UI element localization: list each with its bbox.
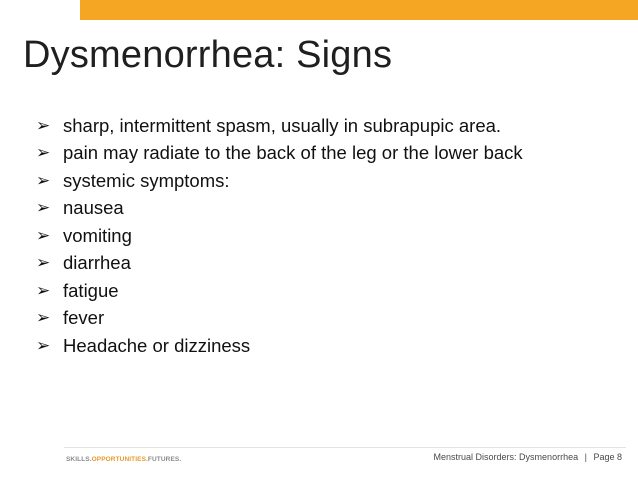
logo-text-skills: SKILLS. [66,455,92,463]
arrow-bullet-icon: ➢ [36,335,51,355]
footer-divider [64,447,626,448]
bullet-text: systemic symptoms: [63,169,230,191]
slide-title: Dysmenorrhea: Signs [23,34,393,76]
bullet-list [36,112,523,360]
bullet-item [36,277,523,305]
footer-separator: | [584,452,587,462]
top-accent-band [80,0,638,20]
bullet-text: pain may radiate to the back of the leg or the lower back [63,142,523,164]
bullet-text: diarrhea [63,252,131,274]
footer-topic: Menstrual Disorders: Dysmenorrhea [433,452,579,462]
arrow-bullet-icon: ➢ [36,198,51,218]
bullet-text: vomiting [63,224,132,246]
arrow-bullet-icon: ➢ [36,253,51,273]
bullet-text: fever [63,307,105,329]
arrow-bullet-icon: ➢ [36,308,51,328]
bullet-item [36,332,523,360]
bullet-text: Headache or dizziness [63,334,251,356]
logo-text-opportunities: OPPORTUNITIES. [91,455,148,463]
logo-text-futures: FUTURES. [147,455,182,463]
arrow-bullet-icon: ➢ [36,225,51,245]
bullet-item [36,167,523,195]
bullet-item [36,112,523,140]
footer-logo [66,452,181,466]
arrow-bullet-icon: ➢ [36,115,51,135]
footer-caption [434,452,622,462]
arrow-bullet-icon: ➢ [36,143,51,163]
bullet-item [36,195,523,223]
page-number: Page 8 [593,452,622,462]
bullet-item [36,250,523,278]
arrow-bullet-icon: ➢ [36,280,51,300]
arrow-bullet-icon: ➢ [36,170,51,190]
bullet-item [36,305,523,333]
bullet-text: sharp, intermittent spasm, usually in subrapupic area. [63,114,502,136]
bullet-item [36,140,523,168]
bullet-text: fatigue [63,279,119,301]
bullet-item [36,222,523,250]
bullet-text: nausea [63,197,124,219]
